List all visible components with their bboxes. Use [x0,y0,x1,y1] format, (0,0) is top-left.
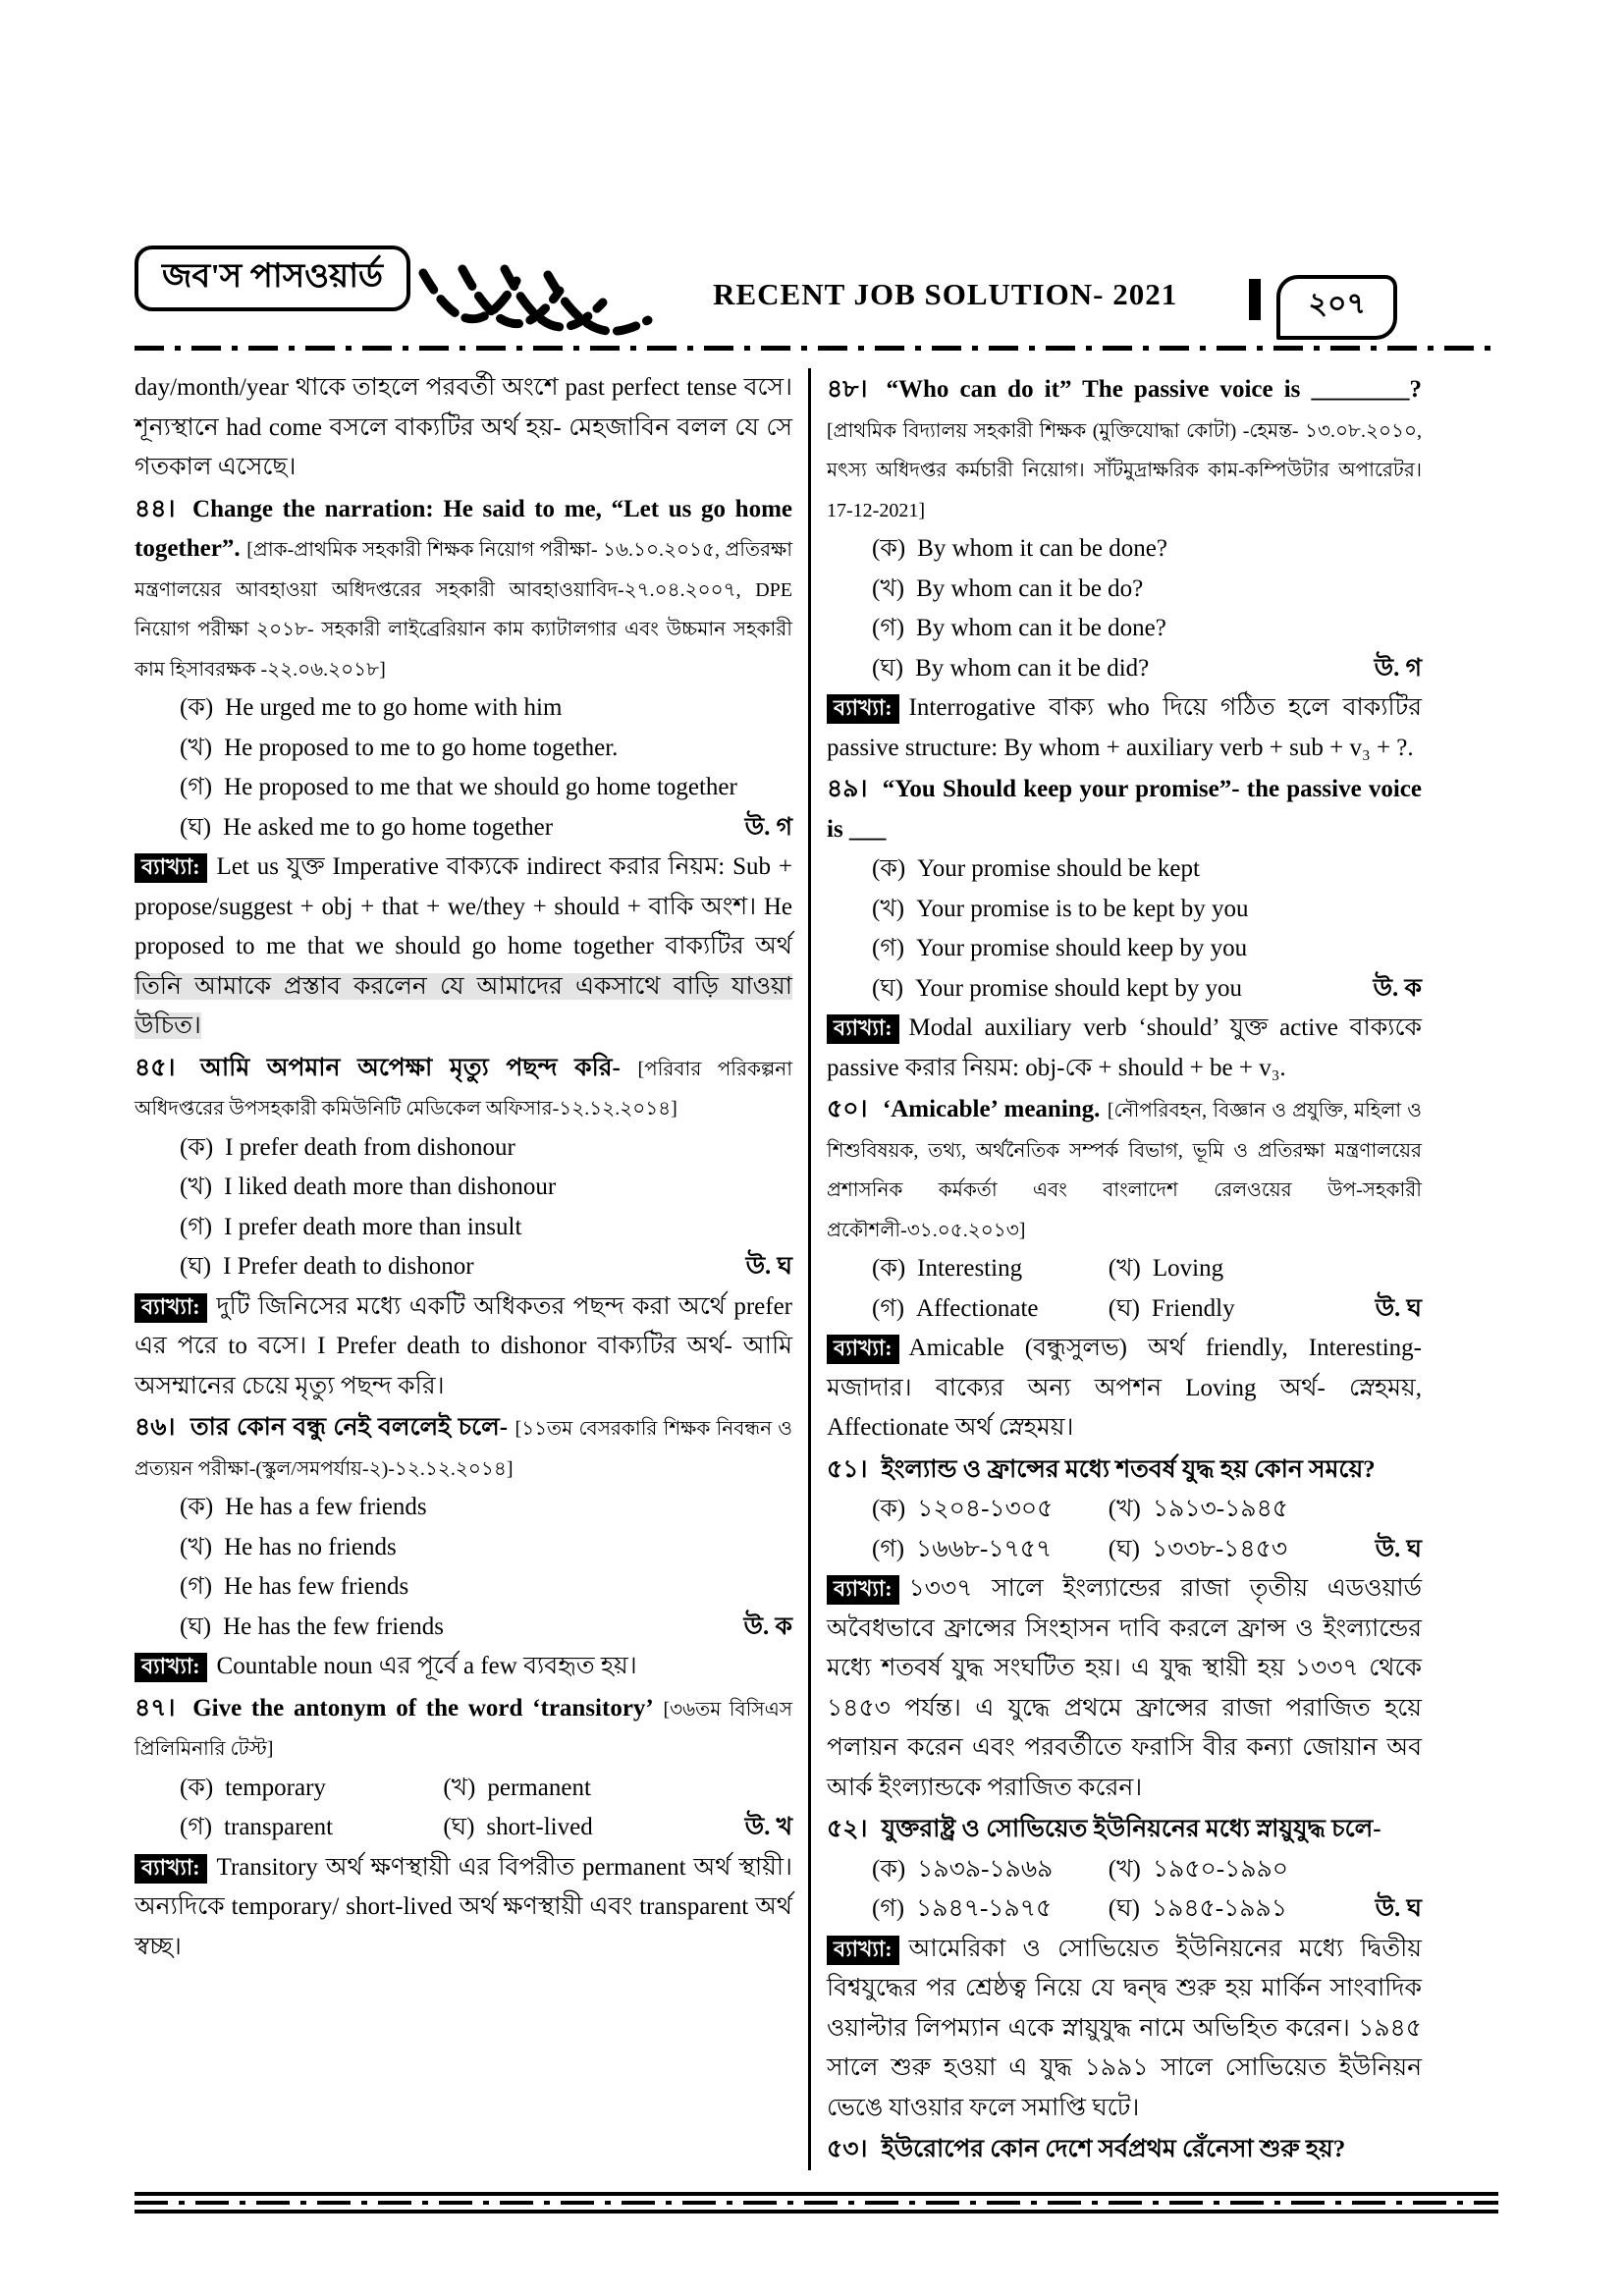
option-label: (ক) [872,1855,906,1883]
answer-key: উ. গ [1374,654,1422,682]
option-label: (খ) [872,574,905,602]
explanation-text: Let us যুক্ত Imperative বাক্যকে indirect করার নিয়ম: Sub + propose/suggest + obj + that + we/they + should + বাকি অংশ। He proposed to me that we should go home together বাক্যটির অর্থ [135,853,792,959]
option-label: (ক) [180,1774,214,1801]
option-text: transparent [224,1814,334,1840]
option-text: ১৯৪৭-১৯৭৫ [916,1895,1053,1922]
explanation-label: ব্যাখ্যা: [135,853,207,883]
question-number: ৫৩। [827,2136,868,2162]
option-text: ১৯১৩-১৯৪৫ [1152,1496,1289,1522]
option-label: (ঘ) [180,1253,212,1280]
option [872,1530,1109,1570]
option [872,1490,1109,1530]
answer-key: উ. ক [1373,974,1422,1002]
option-label: (ঘ) [180,1613,212,1640]
page-number-tab [1249,275,1397,340]
answer-key: উ. ঘ [745,1253,792,1280]
option [443,1808,732,1848]
option-row [135,1247,792,1287]
intro-paragraph: day/month/year থাকে তাহলে পরবর্তী অংশে past perfect tense বসে। শূন্যস্থানে had come বসলে বাক্যটির অর্থ হয়- মেহজাবিন বলল যে সে গতকাল এসেছে। [135,374,792,480]
option-text: I prefer death from dishonour [225,1133,515,1161]
explanation-label: ব্যাখ্যা: [135,1653,207,1682]
question-47 [135,1689,792,1968]
option [180,1769,443,1809]
option-label: (ঘ) [1108,1895,1140,1922]
option-text: By whom can it be do? [916,574,1144,602]
explanation-text: Interrogative বাক্য who দিয়ে গঠিত হলে বাক্যটির passive structure: By whom + auxiliary verb + sub + v₃ + ?. [827,694,1422,761]
explanation-text: Countable noun এর পূর্বে a few ব্যবহৃত হয়। [216,1653,637,1679]
explanation-text: ১৩৩৭ সালে ইংল্যান্ডের রাজা তৃতীয় এডওয়ার্ড অবৈধভাবে ফ্রান্সের সিংহাসন দাবি করলে ফ্রান্স ও ইংল্যান্ডের মধ্যে শতবর্ষ যুদ্ধ সংঘটিত হয়। এ যুদ্ধ স্থায়ী হয় ১৩৩৭ থেকে ১৪৫৩ পর্যন্ত। এ যুদ্ধে প্রথমে ফ্রান্সের রাজা পরাজিত হয়ে পলায়ন করেন এবং পরবর্তীতে ফরাসি বীর কন্যা জোয়ান অব আর্ক ইংল্যান্ডকে পরাজিত করেন। [827,1575,1422,1801]
option-row [827,609,1422,649]
option-label: (ক) [872,855,906,882]
option-label: (ক) [872,535,906,562]
option-label: (ক) [872,1255,906,1282]
option-label: (গ) [180,1213,213,1240]
option-label: (গ) [872,1535,905,1562]
option-label: (গ) [872,1895,905,1922]
question-number: ৪৯। [827,776,868,802]
option-label: (গ) [872,935,905,961]
option-text: He proposed to me to go home together. [224,734,619,761]
explanation [827,1930,1422,2129]
explanation [827,1569,1422,1808]
option-label: (ক) [180,694,214,721]
question-52 [827,1810,1422,2128]
left-column [135,368,808,2170]
option-row [827,1490,1422,1530]
question-title: ইউরোপের কোন দেশে সর্বপ্রথম রেঁনেসা শুরু হয়? [881,2136,1346,2162]
decorative-squiggle-icon [418,259,654,343]
option-row [827,849,1422,890]
option-row [135,1488,792,1528]
question-number: ৪৭। [135,1694,176,1722]
page-title: RECENT JOB SOLUTION- 2021 [713,277,1178,311]
option-label: (খ) [443,1774,476,1801]
explanation [135,1647,792,1687]
option-row [135,1608,792,1648]
option-text: ১৬৬৮-১৭৫৭ [916,1535,1053,1562]
option-label: (গ) [180,1573,213,1600]
option-row [135,1208,792,1248]
option-text: He has few friends [224,1573,409,1600]
option-row [827,649,1422,689]
explanation-text: Amicable (বন্ধুসুলভ) অর্থ friendly, Interesting- মজাদার। বাক্যের অন্য অপশন Loving অর্থ- স্নেহময়, Affectionate অর্থ স্নেহময়। [827,1335,1422,1441]
question-44 [135,490,792,1047]
option-text: Friendly [1151,1294,1235,1322]
option-label: (ক) [872,1496,906,1522]
option-text: By whom it can be done? [917,535,1167,562]
question-source: [প্রাথমিক বিদ্যালয় সহকারী শিক্ষক (মুক্তিযোদ্ধা কোটা) -হেমন্ত- ১৩.০৮.২০১০, মৎস্য অধিদপ্তর কর্মচারী নিয়োগ। সাঁটমুদ্রাক্ষরিক কাম-কম্পিউটার অপারেটর। 17-12-2021] [827,419,1422,521]
option [872,1289,1109,1330]
question-source: [১১তম বেসরকারি শিক্ষক নিবন্ধন ও প্রত্যয়ন পরীক্ষা-(স্কুল/সমপর্যায়-২)-১২.১২.২০১৪] [135,1418,793,1480]
option-row [827,969,1422,1010]
question-number: ৫০। [827,1096,868,1122]
explanation-text: Modal auxiliary verb ‘should’ যুক্ত active বাক্যকে passive করার নিয়ম: obj-কে + should + be + v₃. [827,1014,1422,1081]
question-53 [827,2130,1422,2170]
option-label: (খ) [1108,1496,1141,1522]
option-text: He proposed to me that we should go home together [224,774,737,800]
answer-key: উ. ঘ [1375,1895,1422,1922]
option-row [827,1289,1422,1330]
question-title: Give the antonym of the word ‘transitory’ [192,1694,654,1722]
option-label: (খ) [1108,1255,1141,1282]
option-text: He urged me to go home with him [225,694,563,721]
content-columns [135,368,1422,2170]
explanation [827,1329,1422,1449]
page-bottom-rule-dashes [135,2201,1498,2205]
option-label: (ঘ) [1108,1535,1140,1562]
question-49-heading [827,770,1422,849]
option-text: Your promise is to be kept by you [916,895,1249,922]
option-label: (ঘ) [1108,1294,1140,1322]
option-row [827,1530,1422,1570]
option [872,1889,1109,1930]
option-text: ১৯৪৫-১৯৯১ [1151,1895,1287,1922]
explanation-text: আমেরিকা ও সোভিয়েত ইউনিয়নের মধ্যে দ্বিতীয় বিশ্বযুদ্ধের পর শ্রেষ্ঠত্ব নিয়ে যে দ্বন্দ্ব শুরু হয় মার্কিন সাংবাদিক ওয়াল্টার লিপম্যান একে স্নায়ুযুদ্ধ নামে অভিহিত করেন। ১৯৪৫ সালে শুরু হওয়া এ যুদ্ধ ১৯৯১ সালে সোভিয়েত ইউনিয়ন ভেঙে যাওয়ার ফলে সমাপ্তি ঘটে। [827,1935,1422,2121]
question-48-heading [827,370,1422,529]
page-header [135,246,1495,343]
question-48 [827,370,1422,768]
page-number-bar [1249,279,1261,320]
option-text: Your promise should be kept [917,855,1200,882]
question-number: ৫২। [827,1816,868,1842]
option [1109,1530,1364,1570]
option-label: (খ) [180,734,213,761]
question-title: “You Should keep your promise”- the passive voice is ___ [827,776,1422,843]
explanation-label: ব্যাখ্যা: [135,1854,207,1884]
question-title: তার কোন বন্ধু নেই বললেই চলে- [189,1414,509,1441]
explanation-label: ব্যাখ্যা: [827,1936,899,1965]
explanation [827,688,1422,768]
question-number: ৪৬। [135,1414,176,1441]
option [180,1808,443,1848]
option-label: (খ) [1108,1855,1141,1883]
option-label: (খ) [872,895,905,922]
page-bottom-rule [135,2192,1498,2214]
option-text: Affectionate [916,1294,1039,1322]
option-text: He asked me to go home together [223,813,554,841]
option-text: Your promise should kept by you [915,974,1242,1002]
explanation-label: ব্যাখ্যা: [827,694,899,724]
explanation [827,1009,1422,1088]
option-text: Loving [1152,1255,1224,1282]
option [1109,1490,1422,1530]
explanation [135,847,792,1047]
explanation-label: ব্যাখ্যা: [827,1014,899,1044]
option-label: (গ) [872,1294,905,1322]
question-50-heading [827,1090,1422,1249]
option-label: (ঘ) [443,1814,475,1840]
question-source: [৩৬তম বিসিএস প্রিলিমিনারি টেস্ট] [135,1698,793,1760]
option-row [135,808,792,848]
option-label: (ক) [180,1494,214,1520]
answer-key: উ. খ [744,1814,792,1840]
option-text: ১৯৫০-১৯৯০ [1152,1855,1289,1883]
question-49 [827,770,1422,1088]
option-text: I liked death more than dishonour [224,1174,557,1200]
option [443,1769,792,1809]
option-label: (খ) [180,1174,213,1200]
question-number: ৪৮। [827,376,868,403]
option-row [827,1249,1422,1289]
question-source: [প্রাক-প্রাথমিক সহকারী শিক্ষক নিয়োগ পরীক্ষা- ১৬.১০.২০১৫, প্রতিরক্ষা মন্ত্রণালয়ের আবহাওয়া অধিদপ্তরের সহকারী আবহাওয়াবিদ-২৭.০৪.২০০৭, DPE নিয়োগ পরীক্ষা ২০১৮- সহকারী লাইব্রেরিয়ান কাম ক্যাটালগার এবং উচ্চমান সহকারী কাম হিসাবরক্ষক -২২.০৬.২০১৮] [135,539,792,681]
option-text: Your promise should keep by you [916,935,1248,961]
answer-key: উ. ঘ [1375,1294,1422,1322]
question-45-heading [135,1049,792,1128]
option-text: ১৩৩৮-১৪৫৩ [1151,1535,1288,1562]
option-row [135,768,792,808]
question-title: ‘Amicable’ meaning. [882,1096,1101,1122]
option-label: (গ) [180,774,213,800]
option-row [827,929,1422,969]
option-text: He has no friends [224,1533,397,1560]
option-text: temporary [225,1774,326,1801]
option-row [135,1567,792,1608]
option-text: ১৯৩৯-১৯৬৯ [917,1855,1054,1883]
question-51 [827,1450,1422,1809]
option-row [827,529,1422,570]
question-title: Change the narration: He said to me, “Let us go home together”. [135,495,792,562]
question-number: ৪৪। [135,495,176,522]
option-row [135,1528,792,1568]
option-label: (ঘ) [872,654,904,682]
question-47-heading [135,1689,792,1769]
question-53-heading [827,2130,1422,2170]
option-row [135,1128,792,1169]
option [1109,1889,1364,1930]
question-51-heading [827,1450,1422,1491]
option-row [827,570,1422,610]
option-text: Interesting [917,1255,1023,1282]
publisher-logo [135,246,410,311]
answer-key: উ. গ [744,813,792,841]
explanation [135,1287,792,1407]
explanation [135,1848,792,1968]
option-text: By whom can it be done? [916,615,1166,641]
option-text: permanent [487,1774,591,1801]
option-text: ১২০৪-১৩০৫ [917,1496,1054,1522]
question-46 [135,1408,792,1687]
option-row [827,1850,1422,1890]
option-text: I prefer death more than insult [224,1213,522,1240]
explanation-label: ব্যাখ্যা: [827,1335,899,1364]
publisher-logo-text: জব'স পাসওয়ার্ড [162,258,384,295]
explanation-label: ব্যাখ্যা: [827,1575,899,1605]
option [872,1850,1109,1890]
option-label: (গ) [872,615,905,641]
option-text: He has the few friends [223,1613,445,1640]
option-label: (ঘ) [872,974,904,1002]
option-row [135,1808,792,1848]
option [1109,1289,1364,1330]
question-source: [পরিবার পরিকল্পনা অধিদপ্তরের উপসহকারী কমিউনিটি মেডিকেল অফিসার-১২.১২.২০১৪] [135,1058,793,1120]
question-46-heading [135,1408,792,1488]
option-row [827,890,1422,930]
question-source: [নৌপরিবহন, বিজ্ঞান ও প্রযুক্তি, মহিলা ও শিশুবিষয়ক, তথ্য, অর্থনৈতিক সম্পর্ক বিভাগ, ভূমি ও প্রতিরক্ষা মন্ত্রণালয়ের প্রশাসনিক কর্মকর্তা এবং বাংলাদেশ রেলওয়ের উপ-সহকারী প্রকৌশলী-৩১.০৫.২০১৩] [827,1100,1422,1241]
option [872,1249,1109,1289]
answer-key: উ. ক [743,1613,792,1640]
question-number: ৫১। [827,1455,868,1483]
option-text: I Prefer death to dishonor [223,1253,474,1280]
question-45 [135,1049,792,1407]
option-label: (গ) [180,1814,213,1840]
option-row [135,688,792,729]
option-row [135,1168,792,1208]
option-text: By whom can it be did? [915,654,1150,682]
option [1109,1249,1422,1289]
question-title: ইংল্যান্ড ও ফ্রান্সের মধ্যে শতবর্ষ যুদ্ধ হয় কোন সময়ে? [881,1455,1376,1483]
question-title: আমি অপমান অপেক্ষা মৃত্যু পছন্দ করি- [200,1054,621,1081]
question-50 [827,1090,1422,1449]
option-label: (ঘ) [180,813,212,841]
explanation-text: দুটি জিনিসের মধ্যে একটি অধিকতর পছন্দ করা অর্থে prefer এর পরে to বসে। I Prefer death to dishonor বাক্যটির অর্থ- আমি অসম্মানের চেয়ে মৃত্যু পছন্দ করি। [135,1292,792,1399]
header-divider [135,346,1495,351]
question-44-heading [135,490,792,689]
right-column [811,368,1422,2170]
question-title: “Who can do it” The passive voice is ________? [886,376,1422,403]
question-52-heading [827,1810,1422,1850]
explanation-label: ব্যাখ্যা: [135,1293,207,1323]
question-number: ৪৫। [135,1054,176,1081]
option-row [827,1889,1422,1930]
option [1109,1850,1422,1890]
option-row [135,729,792,769]
answer-key: উ. ঘ [1375,1535,1422,1562]
option-label: (খ) [180,1533,213,1560]
option-label: (ক) [180,1133,214,1161]
explanation-text: Transitory অর্থ ক্ষণস্থায়ী এর বিপরীত permanent অর্থ স্থায়ী। অন্যদিকে temporary/ short-lived অর্থ ক্ষণস্থায়ী এবং transparent অর্থ স্বচ্ছ। [135,1853,792,1960]
option-text: He has a few friends [225,1494,427,1520]
question-title: যুক্তরাষ্ট্র ও সোভিয়েত ইউনিয়নের মধ্যে স্নায়ুযুদ্ধ চলে- [881,1816,1381,1842]
explanation-highlight: তিনি আমাকে প্রস্তাব করলেন যে আমাদের একসাথে বাড়ি যাওয়া উচিত। [135,972,792,1039]
page-number: ২০৭ [1276,275,1397,340]
option-text: short-lived [486,1814,593,1840]
option-row [135,1769,792,1809]
